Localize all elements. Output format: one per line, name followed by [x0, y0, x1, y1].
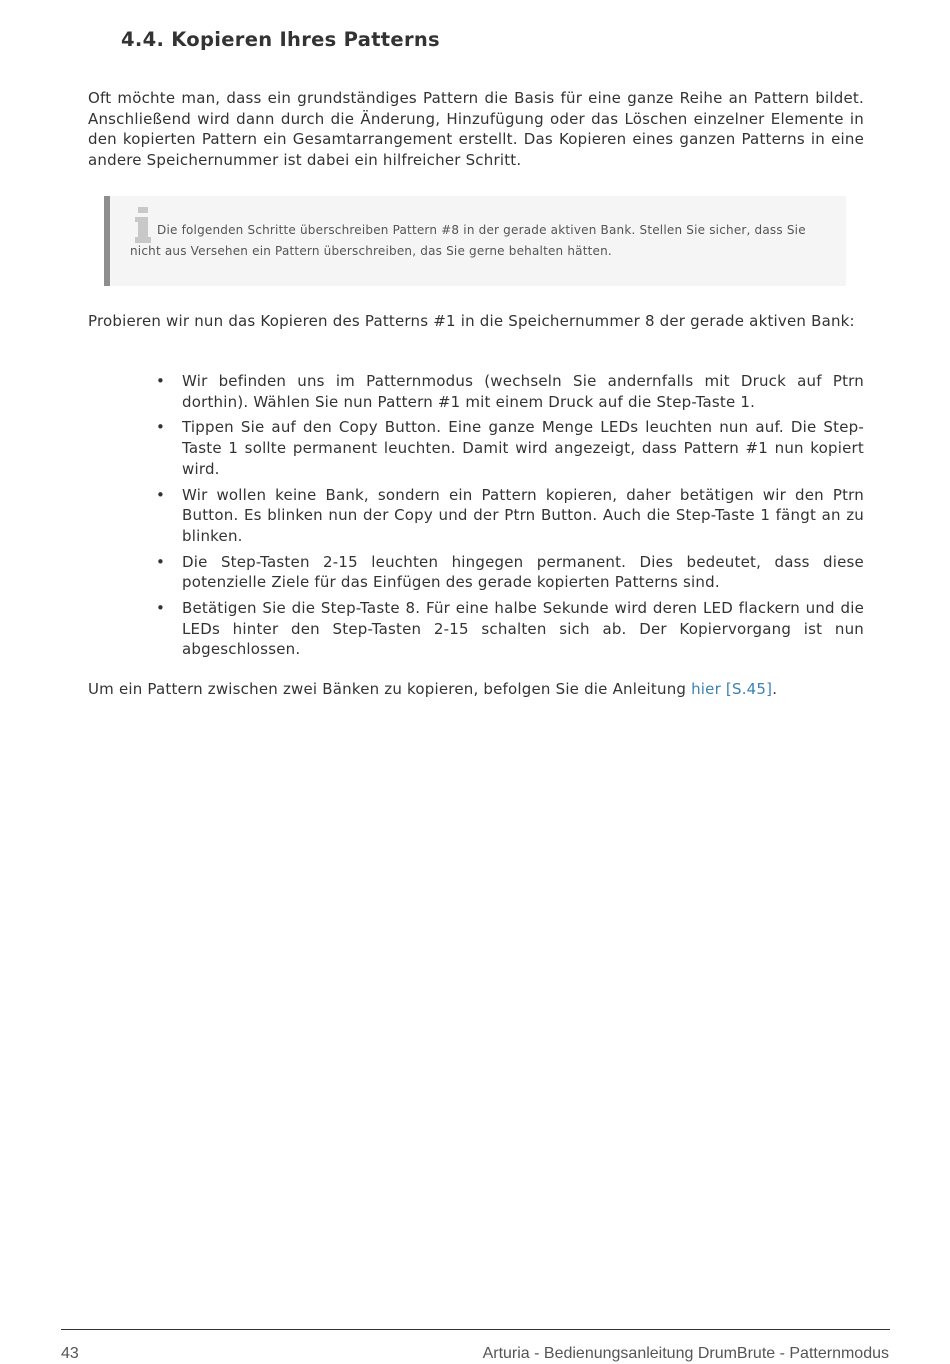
bullet-icon: •	[156, 552, 166, 571]
steps-list	[88, 371, 864, 665]
page-reference-link[interactable]: hier [S.45]	[691, 680, 773, 698]
bullet-icon: •	[156, 599, 166, 618]
bullet-icon: •	[156, 372, 166, 390]
info-note	[104, 196, 846, 286]
page-number: 43	[61, 1345, 79, 1362]
step-text: Betätigen Sie die Step-Taste 8. Für eine halbe Sekunde wird deren LED flackern und die LEDs hinter den Step-Tasten 2-15 schalten sich ab. Der Kopiervorgang ist nun abgeschlossen.	[182, 599, 864, 659]
footer-title: Arturia - Bedienungsanleitung DrumBrute - Patternmodus	[482, 1345, 889, 1362]
note-text: Die folgenden Schritte überschreiben Pattern #8 in der gerade aktiven Bank. Stellen Sie sicher, dass Sie nicht aus Versehen ein Pattern überschreiben, das Sie gerne behalten hätten.	[130, 223, 806, 258]
step-text: Wir wollen keine Bank, sondern ein Pattern kopieren, daher betätigen wir den Ptrn Button. Es blinken nun der Copy und der Ptrn Button. Auch die Step-Taste 1 fängt an zu blinken.	[182, 485, 864, 545]
steps-intro: Probieren wir nun das Kopieren des Patterns #1 in die Speichernummer 8 der gerade aktiven Bank:	[88, 312, 855, 330]
closing-period: .	[772, 680, 778, 698]
bullet-icon: •	[156, 418, 166, 437]
list-item	[88, 371, 864, 412]
step-text: Tippen Sie auf den Copy Button. Eine ganze Menge LEDs leuchten nun auf. Die Step-Taste 1 sollte permanent leuchten. Damit wird angezeigt, dass Pattern #1 nun kopiert wird.	[182, 418, 864, 478]
section-title: 4.4. Kopieren Ihres Patterns	[121, 28, 440, 51]
intro-paragraph: Oft möchte man, dass ein grundständiges Pattern die Basis für eine ganze Reihe an Pattern bildet. Anschließend wird dann durch die Änderung, Hinzufügung oder das Löschen einzelner Elemente in den kopierten Pattern ein Gesamtarrangement erstellt. Das Kopieren eines ganzen Patterns in eine andere Speichernummer ist dabei ein hilfreicher Schritt.	[88, 89, 864, 170]
footer-divider	[61, 1329, 890, 1330]
step-text: Wir befinden uns im Patternmodus (wechseln Sie andernfalls mit Druck auf Ptrn dorthin). Wählen Sie nun Pattern #1 mit einem Druck auf die Step-Taste 1.	[182, 372, 864, 411]
list-item	[88, 417, 864, 479]
bullet-icon: •	[156, 485, 166, 504]
list-item	[88, 598, 864, 660]
list-item	[88, 552, 864, 593]
list-item	[88, 485, 864, 547]
closing-paragraph	[88, 679, 864, 700]
closing-text: Um ein Pattern zwischen zwei Bänken zu kopieren, befolgen Sie die Anleitung	[88, 680, 692, 698]
step-text: Die Step-Tasten 2-15 leuchten hingegen permanent. Dies bedeutet, dass diese potenzielle Ziele für das Einfügen des gerade kopierten Patterns sind.	[182, 552, 864, 592]
